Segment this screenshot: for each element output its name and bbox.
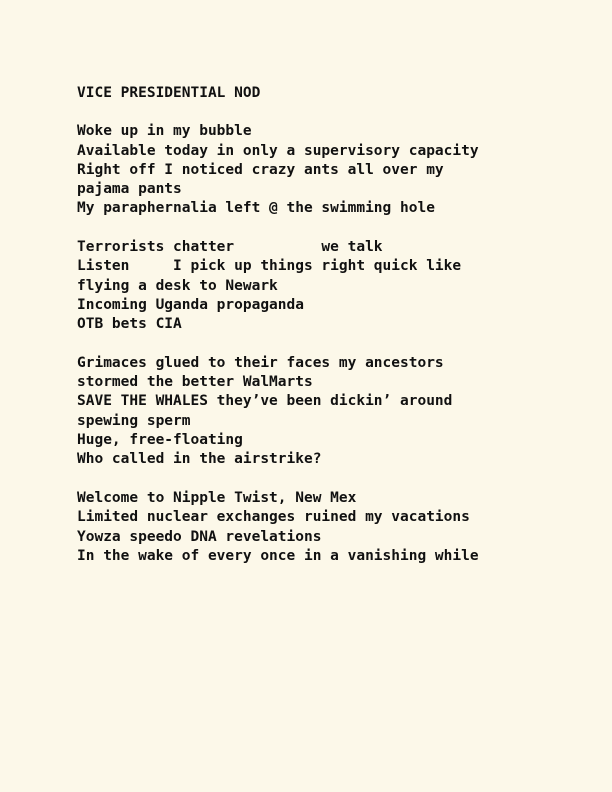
poem-line: spewing sperm — [77, 412, 191, 429]
poem-line: stormed the better WalMarts — [77, 374, 313, 391]
poem-title: VICE PRESIDENTIAL NOD — [77, 85, 261, 101]
poem-line: Terrorists chatter we talk — [77, 239, 383, 256]
stanza-3 — [77, 354, 577, 470]
poem-line: Welcome to Nipple Twist, New Mex — [77, 489, 357, 506]
poem-line: Available today in only a supervisory capacity — [77, 142, 479, 159]
poem-line: Who called in the airstrike? — [77, 451, 322, 468]
poem-line: Limited nuclear exchanges ruined my vacations — [77, 509, 470, 526]
poem-page — [77, 84, 577, 585]
poem-line: Yowza speedo DNA revelations — [77, 528, 322, 545]
poem-line: In the wake of every once in a vanishing while — [77, 547, 479, 564]
poem-line: My paraphernalia left @ the swimming hole — [77, 200, 435, 217]
stanza-4 — [77, 489, 577, 566]
poem-line: Woke up in my bubble — [77, 123, 252, 140]
stanza-1 — [77, 122, 577, 218]
poem-line: Incoming Uganda propaganda — [77, 296, 304, 313]
poem-line: Grimaces glued to their faces my ancestors — [77, 354, 444, 371]
stanza-2 — [77, 238, 577, 334]
poem-line: SAVE THE WHALES they’ve been dickin’ around — [77, 393, 453, 410]
poem-line: OTB bets CIA — [77, 316, 182, 333]
poem-line: Right off I noticed crazy ants all over my — [77, 161, 444, 178]
poem-line: Listen I pick up things right quick like — [77, 258, 462, 275]
poem-line: pajama pants — [77, 181, 182, 198]
poem-line: flying a desk to Newark — [77, 277, 278, 294]
poem-line: Huge, free-floating — [77, 432, 243, 449]
